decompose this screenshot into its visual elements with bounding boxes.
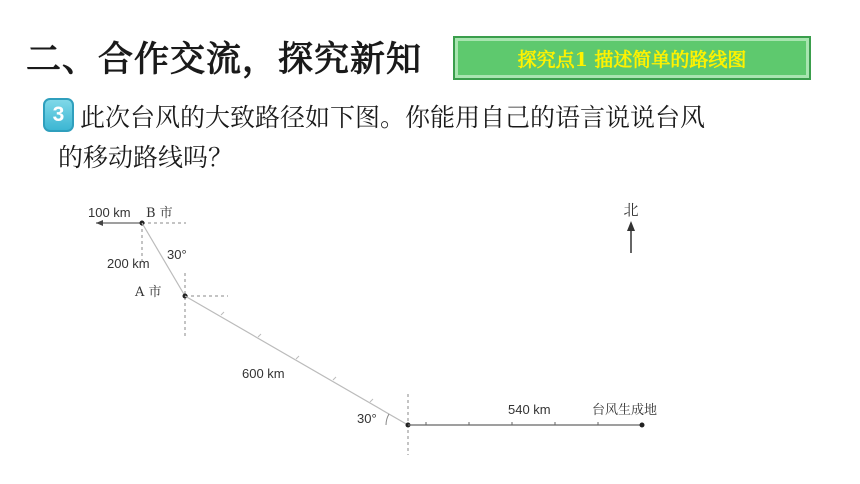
route-b-west-arrow bbox=[96, 220, 103, 226]
dist-ab-label: 200 km bbox=[107, 256, 150, 271]
tick bbox=[221, 312, 224, 315]
tick bbox=[370, 399, 373, 402]
north-arrow-head bbox=[627, 221, 635, 231]
explore-point-badge: 探究点1 描述简单的路线图 bbox=[453, 36, 811, 80]
dist-540-label: 540 km bbox=[508, 402, 551, 417]
angle-a-label: 30° bbox=[167, 247, 187, 262]
origin-label: 台风生成地 bbox=[592, 403, 658, 418]
source-point bbox=[640, 423, 645, 428]
o-angle-arc bbox=[386, 414, 389, 425]
section-title: 二、合作交流，探究新知 bbox=[26, 40, 423, 80]
question-line-1: 此次台风的大致路径如下图。你能用自己的语言说说台风 bbox=[80, 103, 706, 132]
city-b-label: B 市 bbox=[146, 206, 173, 221]
tick bbox=[258, 334, 261, 337]
tick bbox=[296, 356, 299, 359]
north-label: 北 bbox=[623, 201, 639, 219]
question-line-2: 的移动路线吗？ bbox=[58, 143, 234, 172]
dist-b-label: 100 km bbox=[88, 205, 131, 220]
city-a-label: A 市 bbox=[135, 285, 162, 300]
dist-600-label: 600 km bbox=[242, 366, 285, 381]
tick bbox=[333, 377, 336, 380]
question-number-badge: 3 bbox=[43, 98, 74, 132]
angle-o-label: 30° bbox=[357, 411, 377, 426]
route-o-a bbox=[185, 296, 408, 425]
